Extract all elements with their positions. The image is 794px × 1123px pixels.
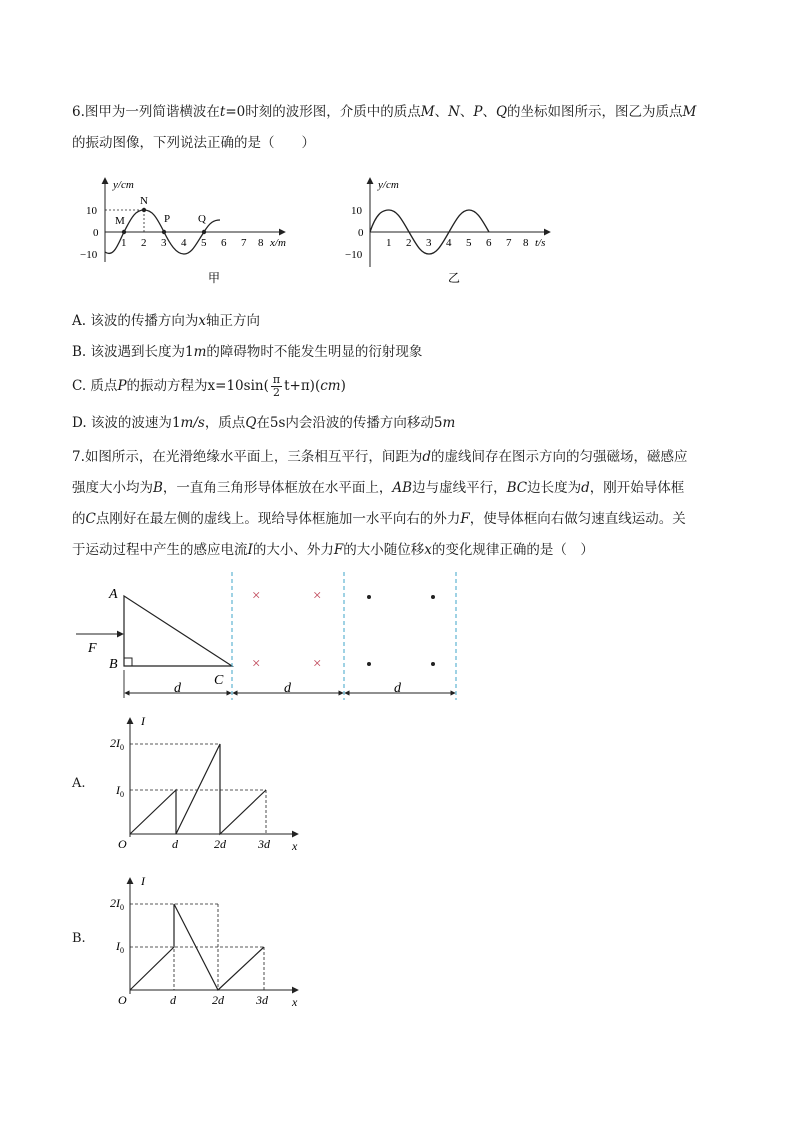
yi-x-tick: 5 — [466, 237, 472, 249]
graphA-y-label: I — [141, 714, 145, 728]
cross-mark: × — [313, 588, 322, 604]
q7-option-A-label[interactable]: A. — [72, 776, 86, 791]
q7-stem-line-3: 的C点刚好在最左侧的虚线上。现给导体框施加一水平向右的外力F，使导体框向右做匀速直线运动。关 — [72, 511, 686, 527]
dim-label: d — [284, 681, 291, 696]
yi-x-tick: 4 — [446, 237, 452, 249]
yi-x-tick: 8 — [523, 237, 529, 249]
cross-mark: × — [313, 656, 322, 672]
q7-graph-B[interactable] — [108, 872, 308, 1012]
q7-graph-A[interactable] — [108, 712, 308, 852]
yi-y-label: y/cm — [378, 179, 399, 191]
yi-y-tick: −10 — [345, 249, 363, 261]
cross-mark: × — [252, 588, 261, 604]
q6-sep: 、 — [459, 104, 474, 120]
jia-x-ticks — [121, 237, 264, 249]
label-B: B — [109, 657, 118, 672]
yi-x-tick: 1 — [386, 237, 392, 249]
jia-x-tick: 1 — [121, 237, 127, 249]
jia-point-N — [142, 208, 146, 212]
yi-x-label: t/s — [535, 237, 546, 249]
q7-stem-line-4: 于运动过程中产生的感应电流I的大小、外力F的大小随位移x的变化规律正确的是（ ） — [72, 542, 594, 558]
q6-text: =0时刻的波形图，介质中的质点 — [225, 104, 421, 120]
jia-label-M: M — [115, 215, 125, 227]
q6-var-N: N — [448, 104, 460, 120]
q6-var-M: M — [420, 104, 435, 120]
q6-stem-line-2 — [72, 133, 315, 153]
jia-x-tick: 7 — [241, 237, 247, 249]
fraction-pi-over-2: $\frac{\pi}{2}$ — [272, 373, 281, 399]
q6-var-P: P — [473, 104, 483, 120]
yi-x-tick: 7 — [506, 237, 512, 249]
yi-x-tick: 2 — [406, 237, 412, 249]
q6-stem-line-1 — [72, 102, 696, 122]
graphB-ytick-I0: $I_0$ — [116, 939, 124, 955]
graphA-ytick-I0: $I_0$ — [116, 783, 124, 799]
yi-y-tick: 10 — [351, 205, 362, 217]
jia-x-tick: 3 — [161, 237, 167, 249]
dot-mark — [431, 662, 435, 666]
q7-stem-line-1: 7.如图所示，在光滑绝缘水平面上，三条相互平行，间距为d的虚线间存在图示方向的匀强磁场，磁感应 — [72, 449, 688, 465]
label-F: F — [88, 641, 97, 656]
graphA-current-curve — [130, 744, 266, 834]
q6-text: 的振动图像，下列说法正确的是（ ） — [72, 135, 315, 151]
jia-caption: 甲 — [208, 271, 221, 285]
graphA-xtick-3d: 3d — [258, 837, 270, 851]
label-A: A — [109, 587, 118, 602]
label-C: C — [214, 673, 224, 688]
yi-x-ticks — [386, 237, 529, 249]
q6-var-Q: Q — [495, 104, 508, 120]
dim-label: d — [394, 681, 401, 696]
yi-y-tick: 0 — [358, 227, 364, 239]
jia-x-tick: 6 — [221, 237, 227, 249]
jia-y-tick: 0 — [93, 227, 99, 239]
q6-figure-jia — [80, 172, 300, 287]
graphB-ytick-2I0: $2I_0$ — [110, 896, 124, 912]
right-angle-mark — [124, 658, 132, 666]
graphB-y-label: I — [141, 874, 145, 888]
graphB-dashes — [130, 904, 264, 990]
dim-label: d — [174, 681, 181, 696]
q7-stem-line-2: 强度大小均为B，一直角三角形导体框放在水平面上，AB边与虚线平行，BC边长度为d，刚开始导体框 — [72, 480, 685, 496]
jia-label-P: P — [164, 213, 171, 225]
q6-sep: 、 — [434, 104, 449, 120]
graphA-x-label: x — [292, 839, 298, 853]
graphB-xtick-2d: 2d — [212, 993, 224, 1007]
jia-label-Q: Q — [198, 213, 206, 225]
q6-text: 的坐标如图所示，图乙为质点 — [507, 104, 683, 120]
triangle-frame — [124, 596, 232, 666]
q6-figure-yi — [345, 172, 565, 287]
jia-point-M — [122, 230, 126, 234]
yi-x-tick: 3 — [426, 237, 432, 249]
cross-mark: × — [252, 656, 261, 672]
graphA-xtick-d: d — [172, 837, 178, 851]
dot-mark — [431, 595, 435, 599]
q6-sep: 、 — [482, 104, 496, 120]
jia-y-tick: 10 — [86, 205, 97, 217]
yi-x-tick: 6 — [486, 237, 492, 249]
field-out-of-page — [367, 595, 435, 666]
jia-point-P — [162, 230, 166, 234]
jia-point-Q — [202, 230, 206, 234]
graphB-origin: O — [118, 993, 127, 1007]
field-into-page — [252, 588, 321, 672]
jia-x-tick: 8 — [258, 237, 264, 249]
graphA-xtick-2d: 2d — [214, 837, 226, 851]
graphA-origin: O — [118, 837, 127, 851]
dot-mark — [367, 662, 371, 666]
q6-option-B[interactable]: B. 该波遇到长度为1m的障碍物时不能发生明显的衍射现象 — [72, 344, 423, 360]
q6-text: 6.图甲为一列简谐横波在 — [72, 104, 220, 120]
q6-option-C[interactable]: C. 质点P的振动方程为x=10sin( $\frac{\pi}{2}$ t+π)(cm) — [72, 373, 346, 399]
graphB-xtick-d: d — [170, 993, 176, 1007]
jia-label-N: N — [140, 195, 148, 207]
q6-var-M: M — [682, 104, 697, 120]
jia-x-tick: 2 — [141, 237, 147, 249]
yi-caption: 乙 — [448, 271, 461, 285]
graphA-ytick-2I0: $2I_0$ — [110, 736, 124, 752]
graphB-xtick-3d: 3d — [256, 993, 268, 1007]
q7-magnetic-field-figure — [72, 570, 472, 705]
q6-var-t: t — [219, 104, 226, 120]
q6-option-A[interactable]: A. 该波的传播方向为x轴正方向 — [72, 313, 260, 329]
q6-option-D[interactable]: D. 该波的波速为1m/s，质点Q在5s内会沿波的传播方向移动5m — [72, 415, 456, 431]
jia-x-tick: 4 — [181, 237, 187, 249]
dot-mark — [367, 595, 371, 599]
jia-y-tick: −10 — [80, 249, 98, 261]
graphB-x-label: x — [292, 995, 298, 1009]
jia-x-tick: 5 — [201, 237, 207, 249]
q7-option-B-label[interactable]: B. — [72, 931, 86, 946]
jia-y-label: y/cm — [113, 179, 134, 191]
jia-x-label: x/m — [270, 237, 286, 249]
